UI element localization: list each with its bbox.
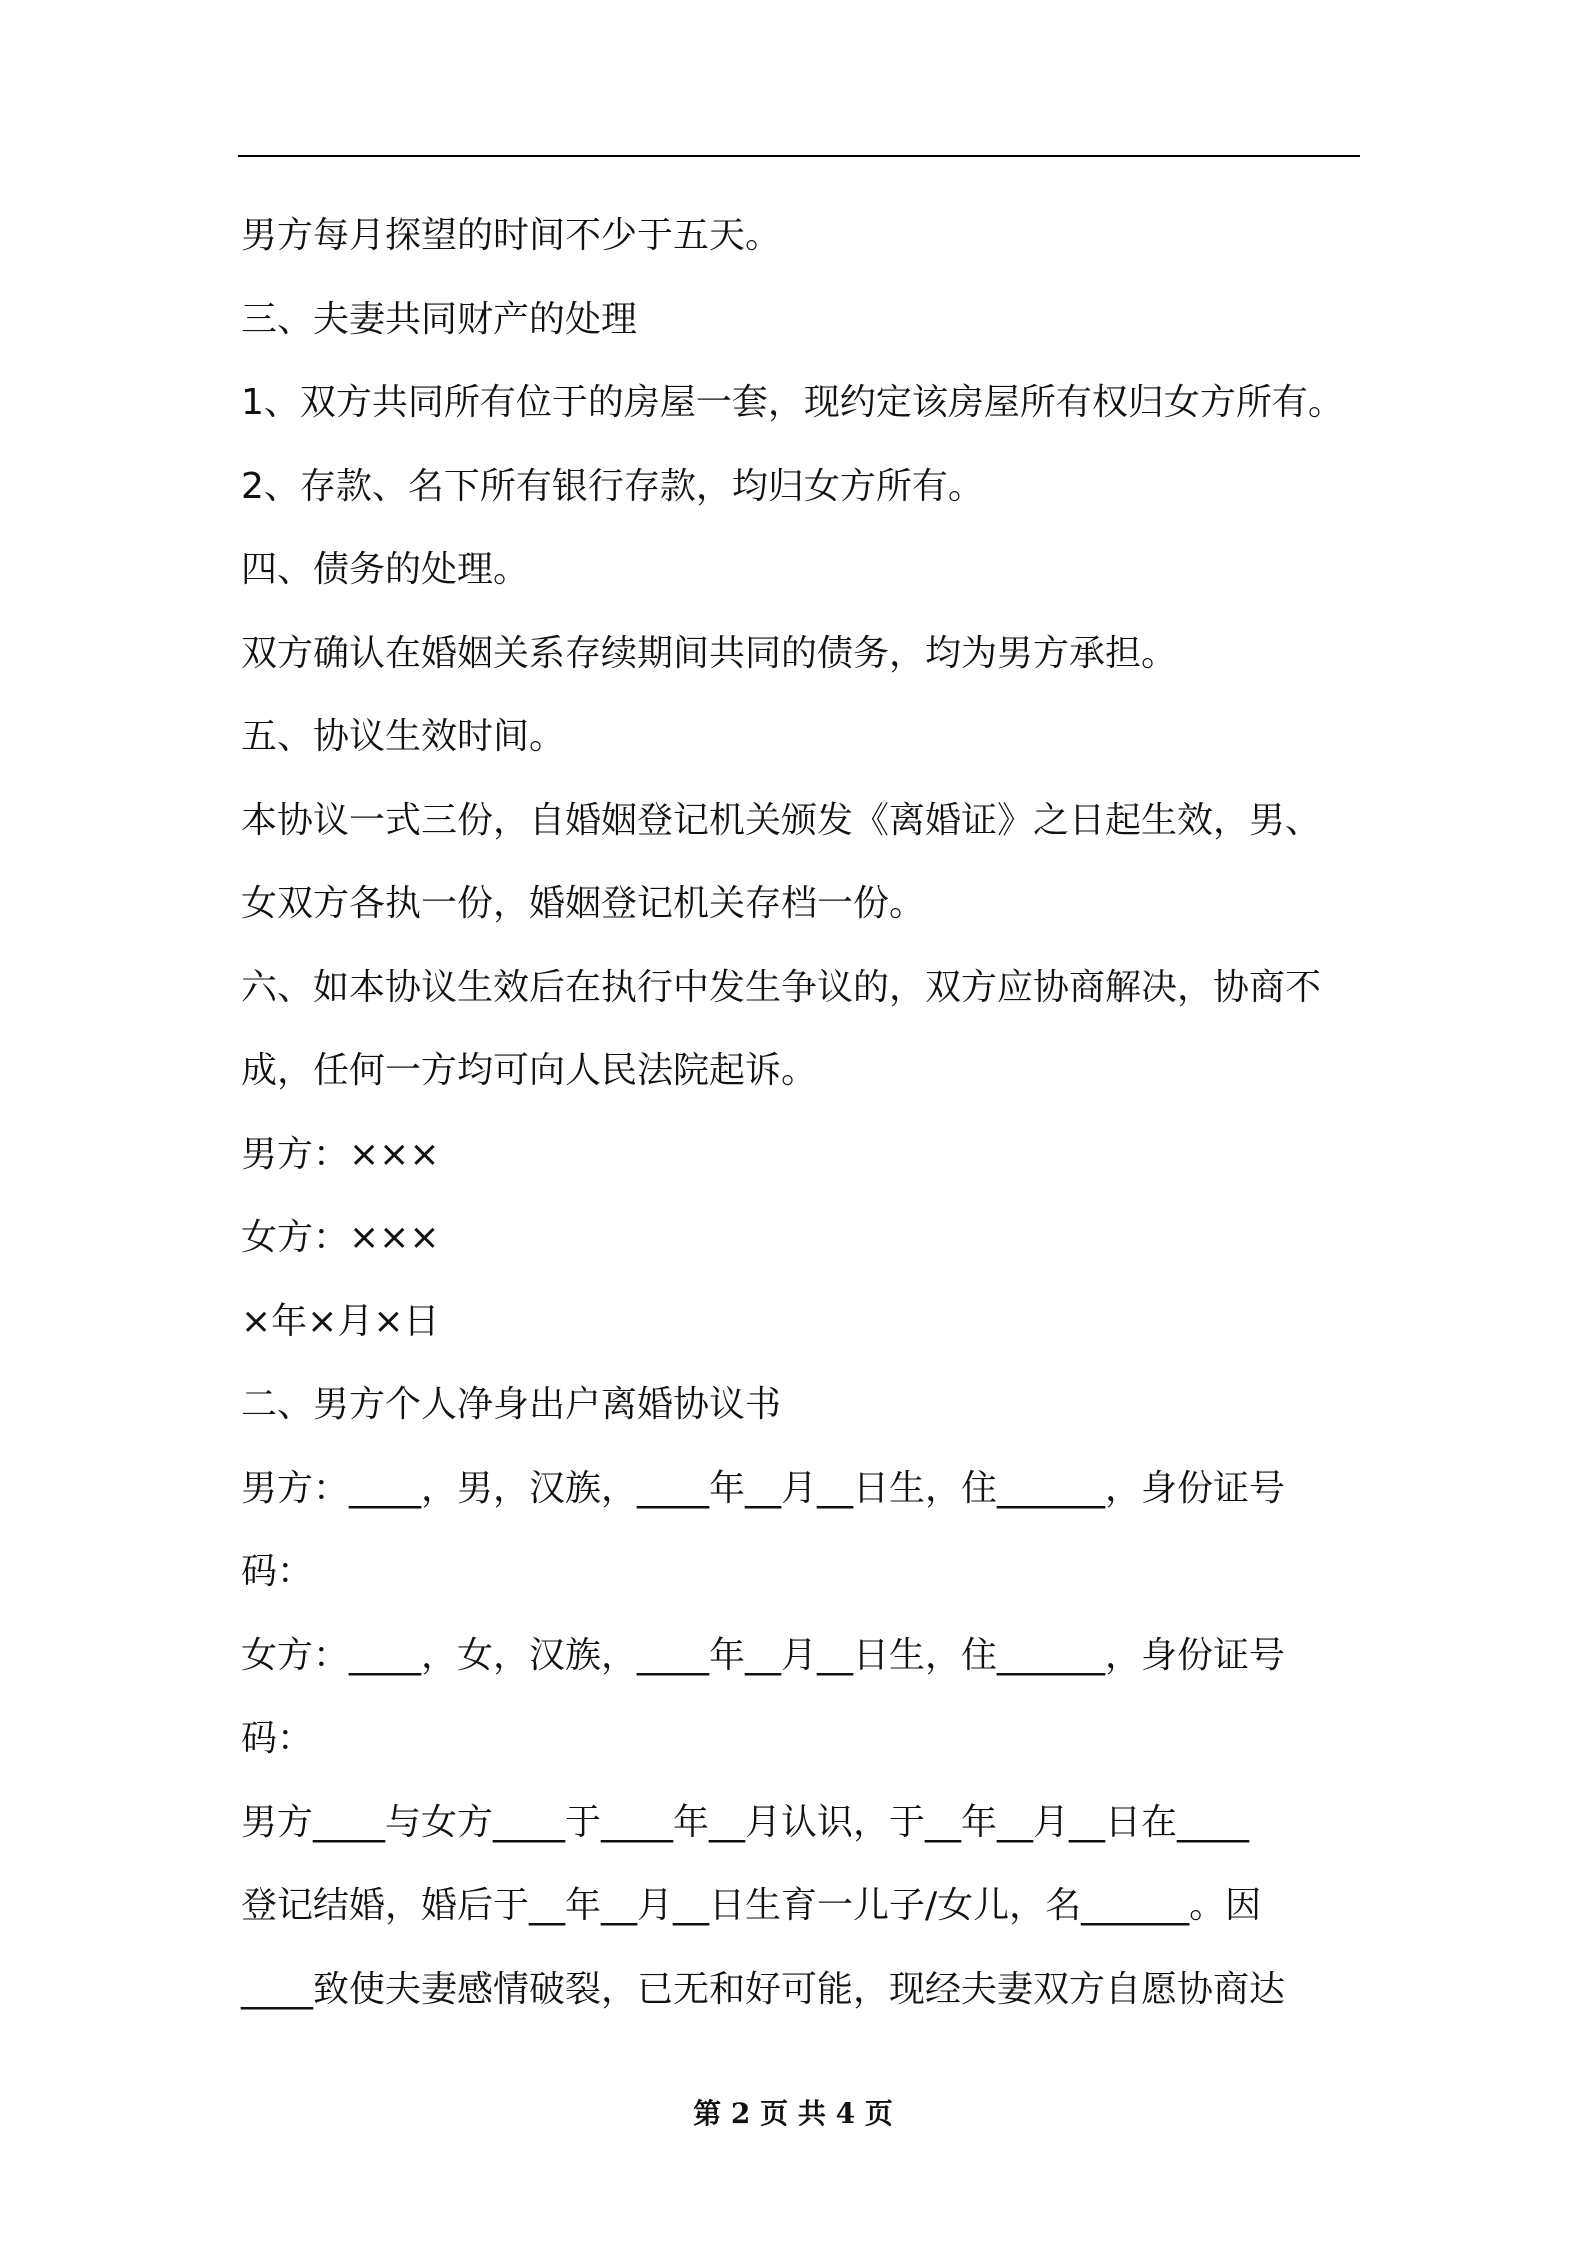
text-line: ____致使夫妻感情破裂，已无和好可能，现经夫妻双方自愿协商达 (241, 1968, 1286, 2010)
section-heading: 三、夫妻共同财产的处理 (241, 298, 638, 340)
text-line: 男方____与女方____于____年__月认识，于__年__月__日在____ (241, 1801, 1250, 1843)
text-line: 女双方各执一份，婚姻登记机关存档一份。 (241, 883, 926, 924)
text-line: 码： (241, 1551, 314, 1592)
signature-date: ×年×月×日 (241, 1300, 440, 1342)
text-line: 男方每月探望的时间不少于五天。 (241, 215, 782, 256)
text-line: 2、存款、名下所有银行存款，均归女方所有。 (241, 465, 984, 507)
text-line: 男方：____，男，汉族，____年__月__日生，住______，身份证号 (241, 1467, 1286, 1509)
document-body (241, 194, 1366, 2031)
footer-suffix: 页 (864, 2097, 893, 2130)
text-line: 登记结婚，婚后于__年__月__日生育一儿子/女儿，名______。因 (241, 1885, 1262, 1926)
section-heading: 二、男方个人净身出户离婚协议书 (241, 1384, 782, 1425)
footer-total-pages: 4 (835, 2097, 856, 2130)
text-line: 码： (241, 1718, 314, 1759)
footer-prefix: 第 (693, 2097, 722, 2130)
signature-male: 男方：××× (241, 1133, 440, 1175)
section-heading: 六、如本协议生效后在执行中发生争议的，双方应协商解决，协商不 (241, 966, 1322, 1008)
header-rule (238, 155, 1360, 157)
text-line: 1、双方共同所有位于的房屋一套，现约定该房屋所有权归女方所有。 (241, 382, 1344, 423)
footer-current-page: 2 (730, 2097, 751, 2130)
section-heading: 四、债务的处理。 (241, 549, 530, 590)
text-line: 双方确认在婚姻关系存续期间共同的债务，均为男方承担。 (241, 632, 1178, 674)
footer-middle: 页 共 (760, 2097, 826, 2130)
signature-female: 女方：××× (241, 1217, 440, 1258)
text-line: 本协议一式三份，自婚姻登记机关颁发《离婚证》之日起生效，男、 (241, 799, 1322, 841)
text-line: 女方：____，女，汉族，____年__月__日生，住______，身份证号 (241, 1634, 1286, 1676)
page-number-footer (0, 2094, 1586, 2134)
section-heading: 五、协议生效时间。 (241, 716, 566, 757)
text-line: 成，任何一方均可向人民法院起诉。 (241, 1050, 818, 1091)
